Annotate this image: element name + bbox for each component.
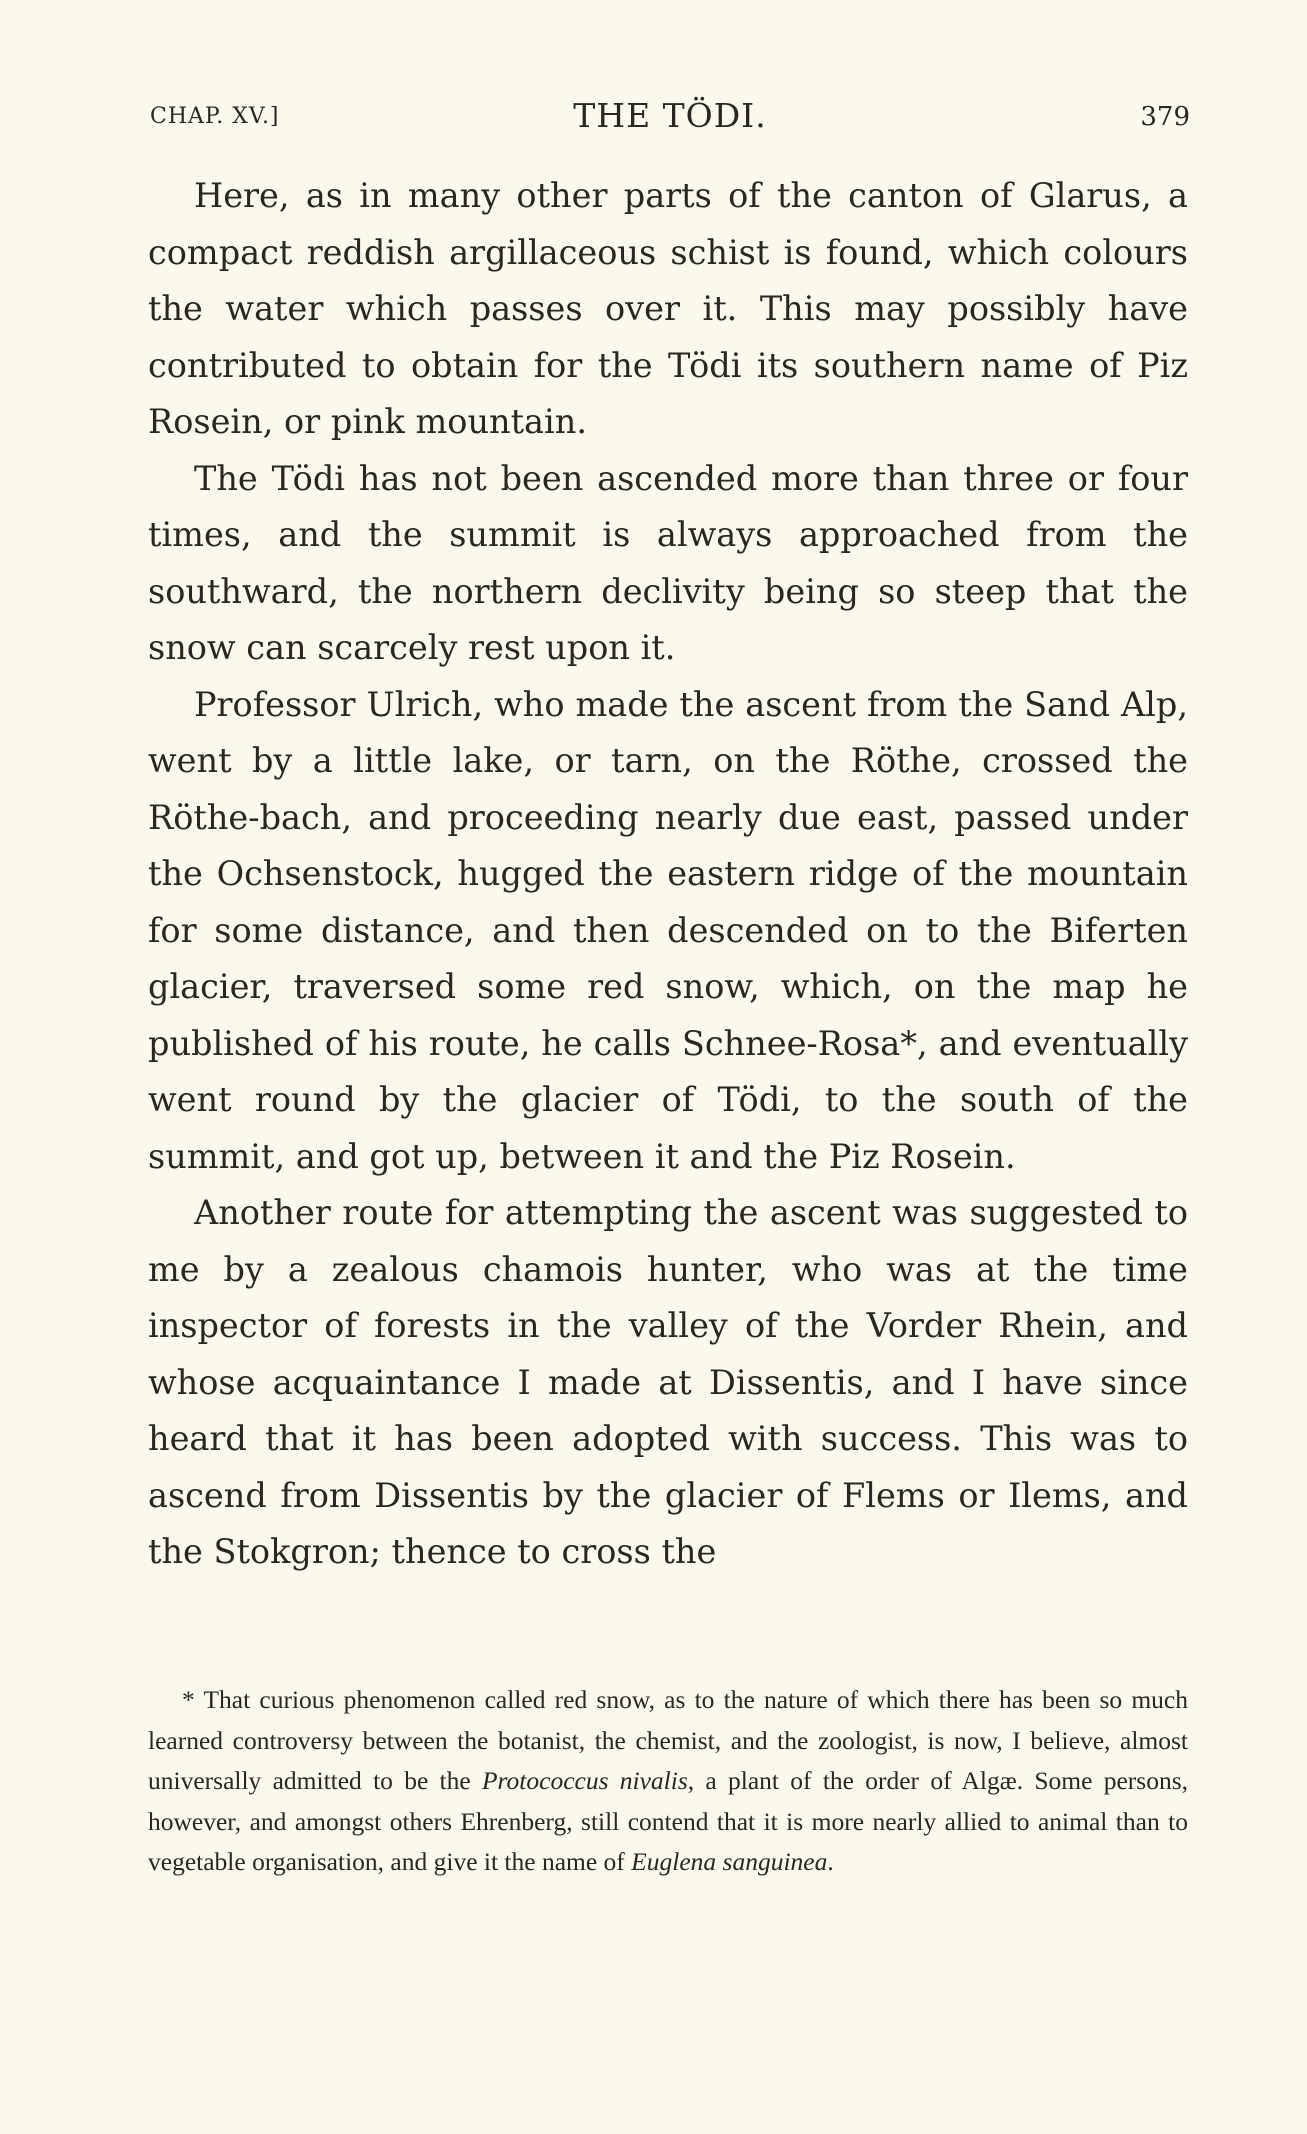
footnote (148, 1680, 1188, 1883)
paragraph-4: Another route for attempting the ascent was suggested to me by a zealous chamois hunter, who was at the time inspector of forests in the valley of the Vorder Rhein, and whose acquaintance I made at Dissentis, and I have since heard that it has been adopted with success. This was to ascend from Dissentis by the glacier of Flems or Ilems, and the Stokgron; thence to cross the (148, 1193, 1188, 1571)
footnote-text (148, 1680, 1188, 1883)
running-header (150, 96, 1190, 136)
paragraph-3: Professor Ulrich, who made the ascent from the Sand Alp, went by a little lake, or tarn, on the Röthe, crossed the Röthe-bach, and proceeding nearly due east, passed under the Ochsenstock, hugged the eastern ridge of the mountain for some distance, and then descended on to the Biferten glacier, traversed some red snow, which, on the map he published of his route, he calls Schnee-Rosa*, and eventually went round by the glacier of Tödi, to the south of the summit, and got up, between it and the Piz Rosein. (148, 684, 1188, 1176)
page-title: THE TÖDI. (573, 96, 767, 135)
footnote-species-2: Euglena sanguinea (631, 1847, 828, 1876)
footnote-species-1: Protococcus nivalis (481, 1766, 688, 1795)
paragraph-1: Here, as in many other parts of the canton of Glarus, a compact reddish argillaceous schist is found, which colours the water which passes over it. This may possibly have contributed to obtain for the Tödi its southern name of Piz Rosein, or pink mountain. (148, 176, 1188, 441)
chapter-label: CHAP. XV.] (150, 104, 280, 129)
body-text (148, 168, 1188, 1581)
footnote-part-2: , a plant of the order of Algæ. Some persons, however, and amongst others Ehrenberg, still contend that it is more nearly allied to animal than to vegetable organisation, and give it the name of (148, 1766, 1188, 1876)
footnote-part-3: . (827, 1847, 834, 1876)
paragraph-2: The Tödi has not been ascended more than three or four times, and the summit is always approached from the southward, the northern declivity being so steep that the snow can scarcely rest upon it. (148, 458, 1188, 667)
page-number: 379 (1140, 102, 1190, 132)
footnote-part-1: * That curious phenomenon called red snow, as to the nature of which there has been so much learned controversy between the botanist, the chemist, and the zoologist, is now, I believe, almost universally admitted to be the (148, 1685, 1188, 1795)
